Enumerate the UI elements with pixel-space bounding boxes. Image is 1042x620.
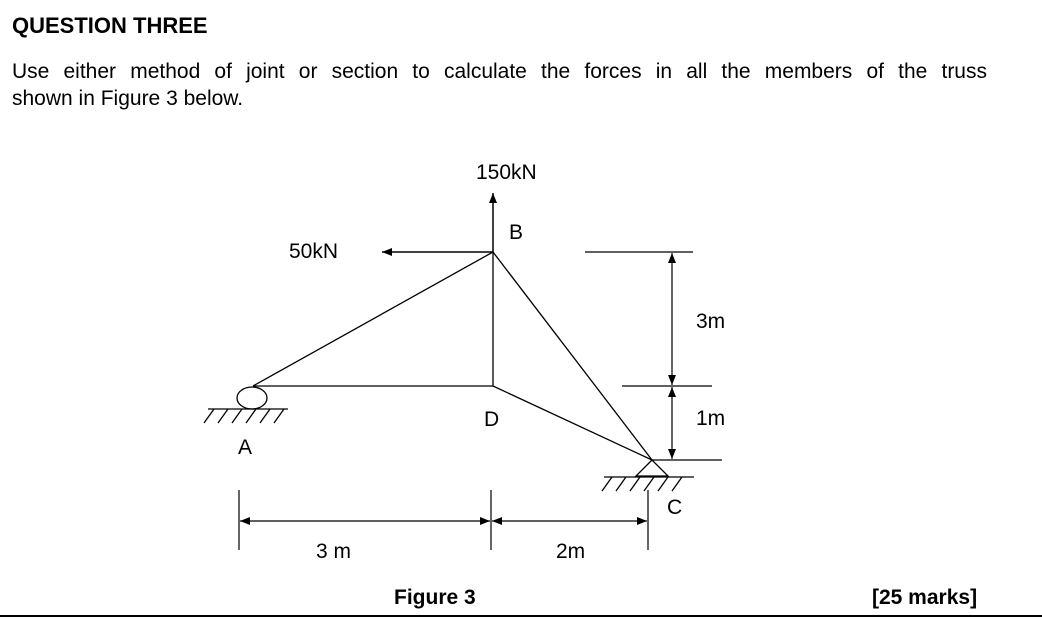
question-text-line-1: Use either method of joint or section to calculate the forces in all the members of the truss bbox=[12, 60, 987, 83]
label-node-b: B bbox=[509, 221, 524, 244]
support-a-roller bbox=[237, 387, 267, 409]
label-dim-2m-h: 2m bbox=[556, 540, 586, 563]
applied-loads bbox=[382, 193, 493, 252]
marks-label: [25 marks] bbox=[872, 586, 978, 609]
question-text-line-2: shown in Figure 3 below. bbox=[12, 87, 244, 110]
support-c-hatching bbox=[602, 477, 682, 491]
member-bc bbox=[493, 252, 652, 460]
label-load-vertical: 150kN bbox=[476, 161, 537, 184]
member-ab bbox=[253, 252, 493, 386]
horizontal-dimensions bbox=[239, 490, 648, 550]
truss-members bbox=[253, 252, 652, 460]
label-node-a: A bbox=[238, 436, 253, 459]
support-c-triangle bbox=[636, 460, 668, 476]
bottom-rule bbox=[0, 615, 1042, 617]
support-a bbox=[204, 387, 288, 423]
member-dc bbox=[493, 386, 652, 460]
support-c bbox=[602, 460, 694, 491]
support-a-hatching bbox=[204, 409, 284, 423]
label-node-d: D bbox=[484, 408, 500, 431]
label-dim-1m: 1m bbox=[696, 407, 726, 430]
figure-caption: Figure 3 bbox=[394, 586, 476, 609]
label-dim-3m: 3m bbox=[696, 310, 726, 333]
label-load-horizontal: 50kN bbox=[289, 240, 339, 263]
question-heading: QUESTION THREE bbox=[12, 13, 208, 38]
label-dim-3m-h: 3 m bbox=[316, 540, 352, 563]
label-node-c: C bbox=[667, 496, 683, 519]
